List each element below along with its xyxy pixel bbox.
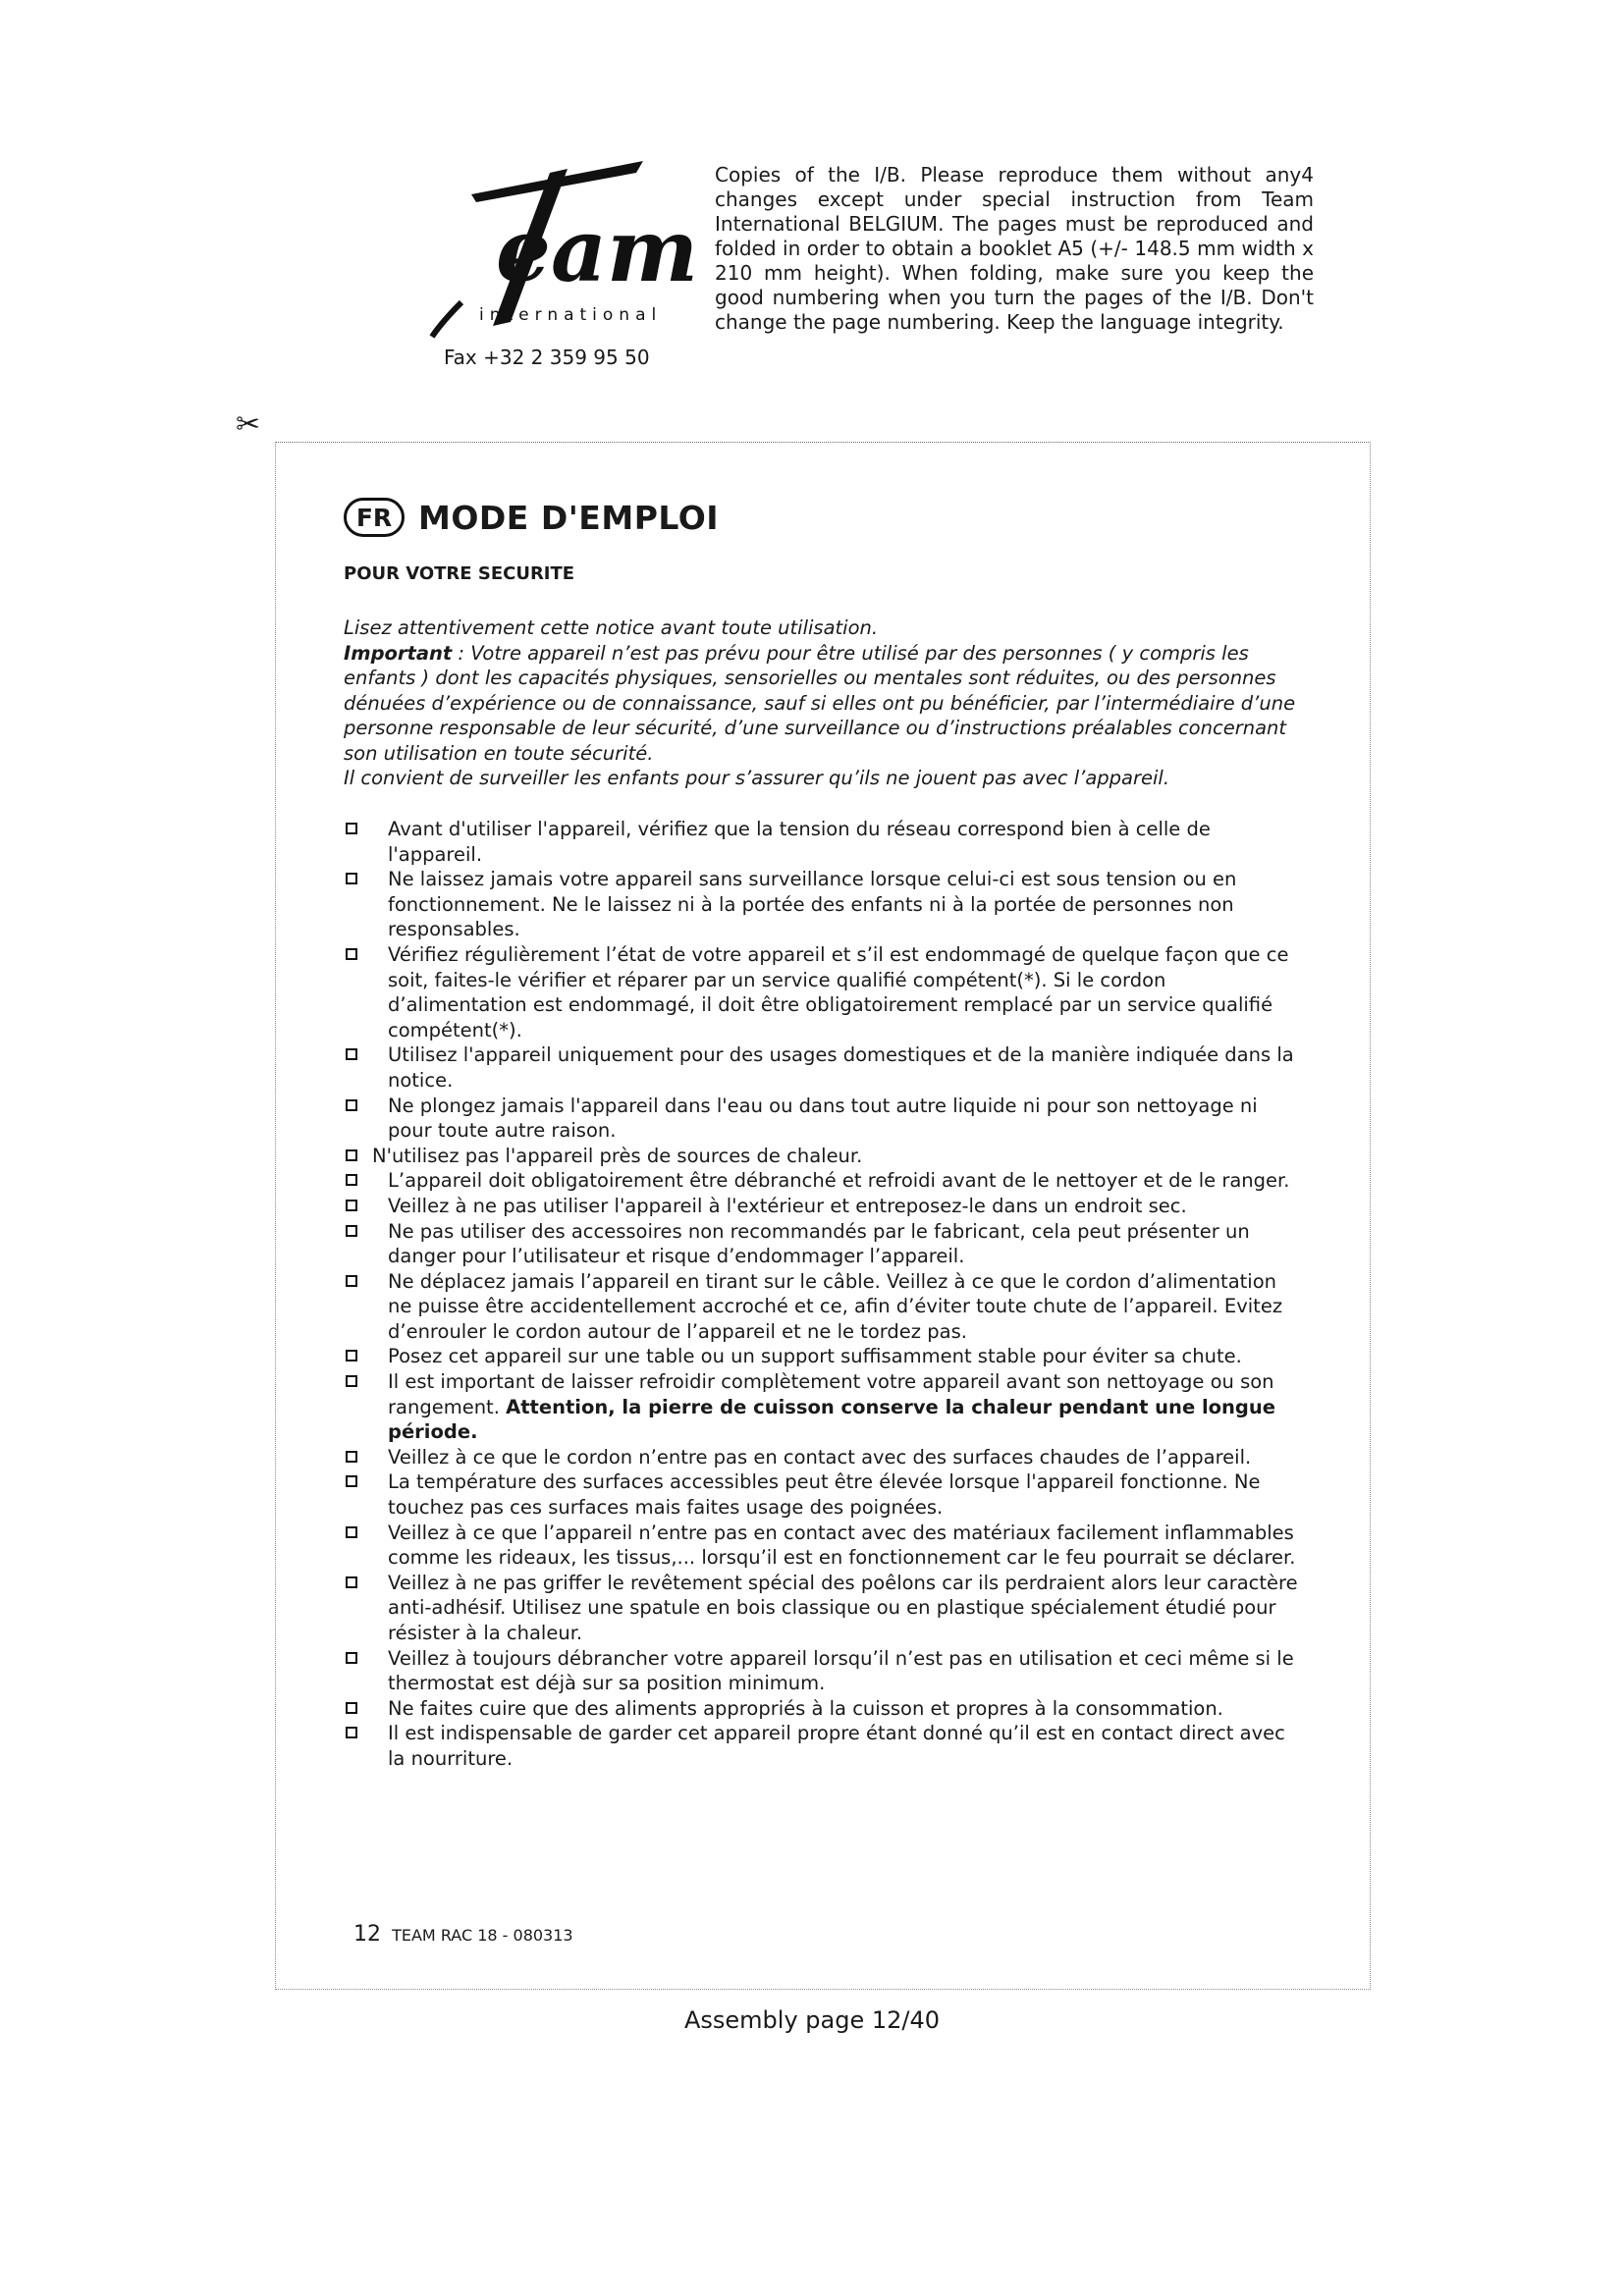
checkbox-bullet-icon [346, 1149, 357, 1161]
checkbox-bullet-icon [346, 1048, 357, 1060]
checkbox-bullet-icon [346, 1099, 357, 1111]
bold-warning: Attention, la pierre de cuisson conserve la chaleur pendant une longue période. [388, 1395, 1275, 1444]
language-badge: FR [344, 498, 405, 537]
checkbox-bullet-icon [346, 1702, 357, 1714]
document-code: TEAM RAC 18 - 080313 [392, 1926, 573, 1945]
team-international-logo [403, 155, 699, 342]
list-item: Ne plongez jamais l'appareil dans l'eau ou dans tout autre liquide ni pour son nettoyage ni pour toute autre raison. [344, 1094, 1306, 1144]
list-item: L’appareil doit obligatoirement être débranché et refroidi avant de le nettoyer et de le ranger. [344, 1168, 1306, 1194]
important-text: : Votre appareil n’est pas prévu pour être utilisé par des personnes ( y compris les enfants ) dont les capacités physiques, sensorielles ou mentales sont réduites, ou des personnes dénuées d’expérience ou de connaissance, sauf si elles ont pu bénéficier, par l’intermédiaire d’une personne responsable de leur sécurité, d’une surveillance ou d’instructions préalables concernant son utilisation en toute sécurité. [344, 641, 1296, 765]
list-item: Ne déplacez jamais l’appareil en tirant sur le câble. Veillez à ce que le cordon d’alimentation ne puisse être accidentellement accroché et ce, afin d’éviter toute chute de l’appareil. Evitez d’enrouler le cordon autour de l’appareil et ne le tordez pas. [344, 1269, 1306, 1345]
checkbox-bullet-icon [346, 823, 357, 834]
important-label: Important [344, 641, 453, 665]
svg-text:international: international [479, 305, 663, 325]
list-item: Ne faites cuire que des aliments appropriés à la cuisson et propres à la consommation. [344, 1696, 1306, 1722]
list-item: Veillez à ce que l’appareil n’entre pas en contact avec des matériaux facilement inflammables comme les rideaux, les tissus,... lorsqu’il est en fonctionnement car le feu pourrait se déclarer. [344, 1521, 1306, 1571]
checkbox-bullet-icon [346, 1727, 357, 1738]
list-item: Veillez à ne pas utiliser l'appareil à l'extérieur et entreposez-le dans un endroit sec. [344, 1194, 1306, 1219]
list-item: La température des surfaces accessibles peut être élevée lorsque l'appareil fonctionne. Ne touchez pas ces surfaces mais faites usage des poignées. [344, 1469, 1306, 1520]
list-item: Vérifiez régulièrement l’état de votre appareil et s’il est endommagé de quelque façon que ce soit, faites-le vérifier et réparer par un service qualifié compétent(*). Si le cordon d’alimentation est endommagé, il doit être obligatoirement remplacé par un service qualifié compétent(*). [344, 942, 1306, 1042]
checkbox-bullet-icon [346, 1475, 357, 1487]
page-title: MODE D'EMPLOI [418, 498, 720, 537]
list-item: Utilisez l'appareil uniquement pour des usages domestiques et de la manière indiquée dans la notice. [344, 1042, 1306, 1093]
page-number: 12 [353, 1922, 381, 1947]
intro-line: Il convient de surveiller les enfants pour s’assurer qu’ils ne jouent pas avec l’appareil. [344, 767, 1170, 789]
list-item: Il est indispensable de garder cet appareil propre étant donné qu’il est en contact direct avec la nourriture. [344, 1721, 1306, 1771]
list-item: Posez cet appareil sur une table ou un support suffisamment stable pour éviter sa chute. [344, 1344, 1306, 1369]
list-item: Il est important de laisser refroidir complètement votre appareil avant son nettoyage ou son rangement. Attention, la pierre de cuisson conserve la chaleur pendant une longue période. [344, 1369, 1306, 1445]
checkbox-bullet-icon [346, 1451, 357, 1463]
section-heading [344, 493, 719, 542]
important-paragraph [344, 641, 1316, 767]
checkbox-bullet-icon [346, 1200, 357, 1211]
checkbox-bullet-icon [346, 1225, 357, 1237]
list-item: N'utilisez pas l'appareil près de sources de chaleur. [344, 1144, 1306, 1169]
intro-line: Lisez attentivement cette notice avant toute utilisation. [344, 616, 879, 639]
safety-intro [344, 615, 1316, 791]
checkbox-bullet-icon [346, 1526, 357, 1538]
section-subtitle: POUR VOTRE SECURITE [344, 563, 575, 584]
list-item: Avant d'utiliser l'appareil, vérifiez que la tension du réseau correspond bien à celle de l'appareil. [344, 817, 1306, 867]
list-item: Ne laissez jamais votre appareil sans surveillance lorsque celui-ci est sous tension ou en fonctionnement. Ne le laissez ni à la portée des enfants ni à la portée de personnes non responsables. [344, 867, 1306, 942]
reproduction-instructions: Copies of the I/B. Please reproduce them without any4 changes except under special instruction from Team International BELGIUM. The pages must be reproduced and folded in order to obtain a booklet A5 (+/- 148.5 mm width x 210 mm height). When folding, make sure you keep the good numbering when you turn the pages of the I/B. Don't change the page numbering. Keep the language integrity. [715, 163, 1314, 334]
checkbox-bullet-icon [346, 1652, 357, 1664]
svg-text:eam: eam [496, 199, 699, 301]
checkbox-bullet-icon [346, 1576, 357, 1588]
checkbox-bullet-icon [346, 1350, 357, 1362]
checkbox-bullet-icon [346, 948, 357, 960]
list-item: Veillez à toujours débrancher votre appareil lorsqu’il n’est pas en utilisation et ceci même si le thermostat est déjà sur sa position minimum. [344, 1646, 1306, 1696]
list-item: Veillez à ne pas griffer le revêtement spécial des poêlons car ils perdraient alors leur caractère anti-adhésif. Utilisez une spatule en bois classique ou en plastique spécialement étudié pour résister à la chaleur. [344, 1571, 1306, 1646]
checkbox-bullet-icon [346, 1375, 357, 1387]
checkbox-bullet-icon [346, 1275, 357, 1287]
fax-number: Fax +32 2 359 95 50 [444, 346, 650, 369]
checkbox-bullet-icon [346, 1174, 357, 1186]
checkbox-bullet-icon [346, 873, 357, 884]
list-item: Veillez à ce que le cordon n’entre pas en contact avec des surfaces chaudes de l’appareil. [344, 1445, 1306, 1470]
safety-list [344, 817, 1306, 1772]
page-footer [353, 1922, 573, 1947]
list-item: Ne pas utiliser des accessoires non recommandés par le fabricant, cela peut présenter un danger pour l’utilisateur et risque d’endommager l’appareil. [344, 1219, 1306, 1269]
scissors-icon: ✂ [236, 407, 261, 442]
assembly-page-label: Assembly page 12/40 [683, 2006, 941, 2034]
